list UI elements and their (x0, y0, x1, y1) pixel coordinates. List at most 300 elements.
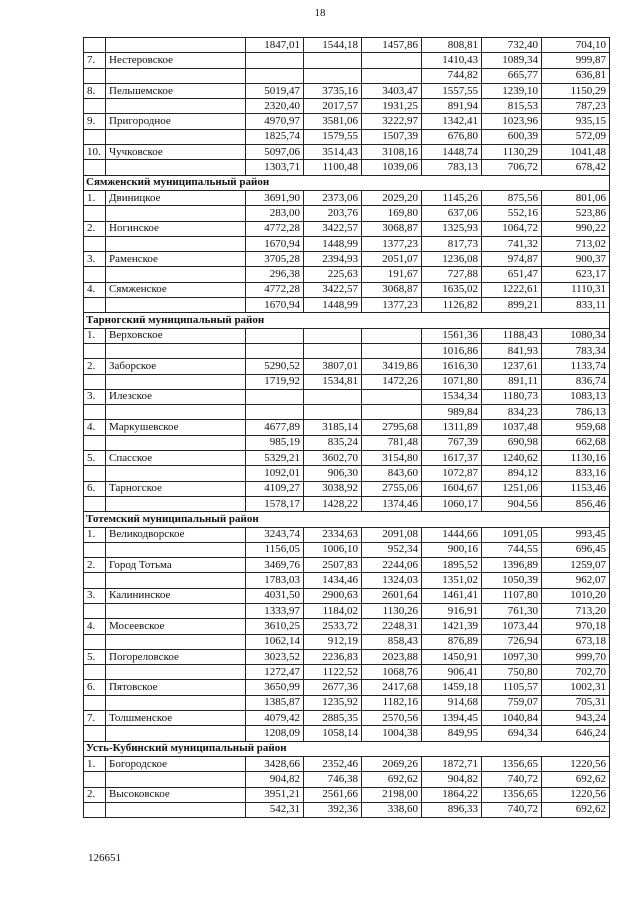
value-cell: 4079,42 (246, 711, 304, 726)
row-number (84, 129, 106, 144)
value-cell: 2017,57 (304, 99, 362, 114)
value-cell: 3154,80 (362, 451, 422, 466)
row-number (84, 496, 106, 511)
table-row (84, 573, 610, 588)
value-cell: 1259,07 (542, 558, 610, 573)
settlement-name (106, 298, 246, 313)
settlement-name: Сямженское (106, 282, 246, 297)
row-number (84, 603, 106, 618)
value-cell: 834,23 (482, 405, 542, 420)
settlement-name (106, 726, 246, 741)
row-number: 6. (84, 481, 106, 496)
value-cell: 673,18 (542, 634, 610, 649)
value-cell: 894,12 (482, 466, 542, 481)
table-row (84, 695, 610, 710)
value-cell: 1107,80 (482, 588, 542, 603)
table-row (84, 53, 610, 68)
value-cell: 808,81 (422, 38, 482, 53)
settlement-name: Калининское (106, 588, 246, 603)
value-cell: 1895,52 (422, 558, 482, 573)
settlement-name (106, 405, 246, 420)
value-cell: 1041,48 (542, 145, 610, 160)
value-cell: 876,89 (422, 634, 482, 649)
district-title: Тарногский муниципальный район (84, 313, 610, 328)
value-cell: 392,36 (304, 802, 362, 817)
value-cell: 2533,72 (304, 619, 362, 634)
settlement-name (106, 695, 246, 710)
value-cell: 999,70 (542, 649, 610, 664)
row-number: 1. (84, 328, 106, 343)
value-cell: 1010,20 (542, 588, 610, 603)
value-cell: 1133,74 (542, 359, 610, 374)
value-cell: 3650,99 (246, 680, 304, 695)
value-cell: 990,22 (542, 221, 610, 236)
row-number: 1. (84, 527, 106, 542)
value-cell: 1461,41 (422, 588, 482, 603)
value-cell: 904,82 (422, 772, 482, 787)
value-cell: 1150,29 (542, 83, 610, 98)
table-row (84, 619, 610, 634)
value-cell: 696,45 (542, 542, 610, 557)
value-cell: 916,91 (422, 603, 482, 618)
value-cell: 1457,86 (362, 38, 422, 53)
table-row (84, 206, 610, 221)
value-cell: 1184,02 (304, 603, 362, 618)
value-cell: 2417,68 (362, 680, 422, 695)
settlement-name: Толшменское (106, 711, 246, 726)
value-cell: 761,30 (482, 603, 542, 618)
value-cell: 906,30 (304, 466, 362, 481)
value-cell: 1635,02 (422, 282, 482, 297)
table-row (84, 114, 610, 129)
value-cell: 1236,08 (422, 252, 482, 267)
value-cell: 1023,96 (482, 114, 542, 129)
settlement-name (106, 38, 246, 53)
value-cell: 833,11 (542, 298, 610, 313)
value-cell: 1864,22 (422, 787, 482, 802)
settlement-name (106, 802, 246, 817)
settlement-name (106, 665, 246, 680)
value-cell: 815,53 (482, 99, 542, 114)
row-number (84, 38, 106, 53)
table-row (84, 435, 610, 450)
row-number: 2. (84, 558, 106, 573)
value-cell: 1324,03 (362, 573, 422, 588)
value-cell: 904,82 (246, 772, 304, 787)
value-cell: 962,07 (542, 573, 610, 588)
settlement-name (106, 542, 246, 557)
value-cell: 1110,31 (542, 282, 610, 297)
value-cell (304, 405, 362, 420)
value-cell: 912,19 (304, 634, 362, 649)
settlement-name: Двиницкое (106, 190, 246, 205)
value-cell: 970,18 (542, 619, 610, 634)
value-cell: 1472,26 (362, 374, 422, 389)
settlement-name: Погореловское (106, 649, 246, 664)
value-cell: 1220,56 (542, 787, 610, 802)
row-number (84, 466, 106, 481)
table-row (84, 726, 610, 741)
row-number (84, 665, 106, 680)
table-row (84, 68, 610, 83)
row-number: 5. (84, 649, 106, 664)
value-cell: 704,10 (542, 38, 610, 53)
table-row (84, 160, 610, 175)
value-cell: 5329,21 (246, 451, 304, 466)
value-cell: 1068,76 (362, 665, 422, 680)
row-number: 5. (84, 451, 106, 466)
value-cell: 1351,02 (422, 573, 482, 588)
table-row (84, 389, 610, 404)
value-cell: 2795,68 (362, 420, 422, 435)
value-cell: 690,98 (482, 435, 542, 450)
value-cell: 2373,06 (304, 190, 362, 205)
settlement-name (106, 772, 246, 787)
value-cell: 702,70 (542, 665, 610, 680)
value-cell: 3469,76 (246, 558, 304, 573)
value-cell: 3422,57 (304, 282, 362, 297)
table-row (84, 99, 610, 114)
value-cell: 4031,50 (246, 588, 304, 603)
settlement-name: Мосеевское (106, 619, 246, 634)
value-cell: 989,84 (422, 405, 482, 420)
table-row (84, 343, 610, 358)
value-cell: 1507,39 (362, 129, 422, 144)
district-title: Тотемский муниципальный район (84, 512, 610, 527)
value-cell: 1450,91 (422, 649, 482, 664)
value-cell: 726,94 (482, 634, 542, 649)
value-cell: 225,63 (304, 267, 362, 282)
value-cell: 3514,43 (304, 145, 362, 160)
value-cell: 849,95 (422, 726, 482, 741)
value-cell: 856,46 (542, 496, 610, 511)
value-cell: 3735,16 (304, 83, 362, 98)
settlement-name: Тарногское (106, 481, 246, 496)
settlement-name: Илезское (106, 389, 246, 404)
value-cell: 552,16 (482, 206, 542, 221)
table-row (84, 680, 610, 695)
value-cell: 906,41 (422, 665, 482, 680)
value-cell: 636,81 (542, 68, 610, 83)
value-cell: 1105,57 (482, 680, 542, 695)
row-number: 2. (84, 221, 106, 236)
table-row (84, 129, 610, 144)
settlement-name: Пятовское (106, 680, 246, 695)
value-cell: 767,39 (422, 435, 482, 450)
value-cell: 623,17 (542, 267, 610, 282)
district-title: Сямженский муниципальный район (84, 175, 610, 190)
value-cell: 841,93 (482, 343, 542, 358)
value-cell: 1872,71 (422, 756, 482, 771)
value-cell: 3068,87 (362, 221, 422, 236)
value-cell: 3419,86 (362, 359, 422, 374)
value-cell: 1122,52 (304, 665, 362, 680)
value-cell: 2394,93 (304, 252, 362, 267)
value-cell: 1719,92 (246, 374, 304, 389)
row-number (84, 298, 106, 313)
value-cell: 5290,52 (246, 359, 304, 374)
settlement-name (106, 236, 246, 251)
value-cell: 2900,63 (304, 588, 362, 603)
value-cell (246, 405, 304, 420)
value-cell: 191,67 (362, 267, 422, 282)
value-cell: 542,31 (246, 802, 304, 817)
row-number: 2. (84, 359, 106, 374)
value-cell: 914,68 (422, 695, 482, 710)
row-number: 1. (84, 190, 106, 205)
value-cell: 2248,31 (362, 619, 422, 634)
value-cell: 783,13 (422, 160, 482, 175)
value-cell: 1670,94 (246, 236, 304, 251)
value-cell: 999,87 (542, 53, 610, 68)
value-cell (246, 389, 304, 404)
value-cell: 1783,03 (246, 573, 304, 588)
value-cell: 1303,71 (246, 160, 304, 175)
value-cell: 783,34 (542, 343, 610, 358)
settlement-name (106, 374, 246, 389)
row-number: 3. (84, 252, 106, 267)
table-row (84, 190, 610, 205)
table-row (84, 496, 610, 511)
value-cell: 1073,44 (482, 619, 542, 634)
value-cell: 665,77 (482, 68, 542, 83)
value-cell: 3023,52 (246, 649, 304, 664)
value-cell: 1333,97 (246, 603, 304, 618)
value-cell: 1126,82 (422, 298, 482, 313)
settlement-name (106, 129, 246, 144)
value-cell: 843,60 (362, 466, 422, 481)
value-cell (246, 328, 304, 343)
row-number: 7. (84, 711, 106, 726)
value-cell (304, 328, 362, 343)
settlement-name: Нестеровское (106, 53, 246, 68)
value-cell: 836,74 (542, 374, 610, 389)
value-cell: 1428,22 (304, 496, 362, 511)
table-row (84, 802, 610, 817)
table-row (84, 359, 610, 374)
row-number: 6. (84, 680, 106, 695)
row-number (84, 206, 106, 221)
row-number: 4. (84, 420, 106, 435)
value-cell: 1931,25 (362, 99, 422, 114)
value-cell: 1534,81 (304, 374, 362, 389)
value-cell: 1534,34 (422, 389, 482, 404)
settlement-name (106, 603, 246, 618)
value-cell: 1092,01 (246, 466, 304, 481)
table-row (84, 298, 610, 313)
value-cell: 1356,65 (482, 787, 542, 802)
value-cell: 2334,63 (304, 527, 362, 542)
value-cell: 727,88 (422, 267, 482, 282)
value-cell: 338,60 (362, 802, 422, 817)
value-cell: 1377,23 (362, 298, 422, 313)
row-number (84, 343, 106, 358)
table-row (84, 542, 610, 557)
value-cell: 676,80 (422, 129, 482, 144)
value-cell: 1153,46 (542, 481, 610, 496)
value-cell: 2198,00 (362, 787, 422, 802)
table-row (84, 558, 610, 573)
value-cell: 3610,25 (246, 619, 304, 634)
value-cell: 1544,18 (304, 38, 362, 53)
settlement-name: Раменское (106, 252, 246, 267)
value-cell: 1004,38 (362, 726, 422, 741)
settlement-name: Пригородное (106, 114, 246, 129)
value-cell: 1557,55 (422, 83, 482, 98)
value-cell: 5097,06 (246, 145, 304, 160)
value-cell: 637,06 (422, 206, 482, 221)
value-cell: 169,80 (362, 206, 422, 221)
value-cell: 2570,56 (362, 711, 422, 726)
value-cell: 896,33 (422, 802, 482, 817)
value-cell: 1016,86 (422, 343, 482, 358)
value-cell: 2755,06 (362, 481, 422, 496)
value-cell: 3705,28 (246, 252, 304, 267)
table-row (84, 236, 610, 251)
value-cell: 786,13 (542, 405, 610, 420)
settlement-name (106, 573, 246, 588)
table-row (84, 588, 610, 603)
value-cell: 746,38 (304, 772, 362, 787)
settlement-name (106, 435, 246, 450)
value-cell: 835,24 (304, 435, 362, 450)
value-cell (304, 53, 362, 68)
value-cell: 2029,20 (362, 190, 422, 205)
row-number (84, 726, 106, 741)
settlement-name (106, 634, 246, 649)
value-cell: 2069,26 (362, 756, 422, 771)
value-cell: 935,15 (542, 114, 610, 129)
value-cell: 692,62 (542, 802, 610, 817)
value-cell: 3428,66 (246, 756, 304, 771)
value-cell: 694,34 (482, 726, 542, 741)
value-cell: 2601,64 (362, 588, 422, 603)
table-row (84, 38, 610, 53)
table-row (84, 787, 610, 802)
row-number (84, 236, 106, 251)
value-cell: 523,86 (542, 206, 610, 221)
value-cell: 732,40 (482, 38, 542, 53)
value-cell: 1006,10 (304, 542, 362, 557)
value-cell: 1060,17 (422, 496, 482, 511)
value-cell: 1130,16 (542, 451, 610, 466)
settlement-name: Богородское (106, 756, 246, 771)
value-cell: 646,24 (542, 726, 610, 741)
table-row (84, 649, 610, 664)
section-header-row (84, 313, 610, 328)
value-cell: 3807,01 (304, 359, 362, 374)
value-cell: 1396,89 (482, 558, 542, 573)
value-cell: 1847,01 (246, 38, 304, 53)
value-cell: 1080,34 (542, 328, 610, 343)
value-cell: 1058,14 (304, 726, 362, 741)
settlement-name (106, 99, 246, 114)
value-cell: 706,72 (482, 160, 542, 175)
row-number: 4. (84, 282, 106, 297)
value-cell: 1448,74 (422, 145, 482, 160)
value-cell (362, 53, 422, 68)
table-row (84, 665, 610, 680)
value-cell: 1083,13 (542, 389, 610, 404)
value-cell: 3185,14 (304, 420, 362, 435)
value-cell: 740,72 (482, 802, 542, 817)
value-cell: 1342,41 (422, 114, 482, 129)
value-cell: 875,56 (482, 190, 542, 205)
table-row (84, 405, 610, 420)
value-cell: 3581,06 (304, 114, 362, 129)
value-cell: 1356,65 (482, 756, 542, 771)
value-cell: 900,16 (422, 542, 482, 557)
value-cell: 4772,28 (246, 282, 304, 297)
value-cell: 787,23 (542, 99, 610, 114)
table-row (84, 221, 610, 236)
row-number (84, 634, 106, 649)
value-cell: 952,34 (362, 542, 422, 557)
value-cell: 1071,80 (422, 374, 482, 389)
value-cell: 1037,48 (482, 420, 542, 435)
row-number (84, 772, 106, 787)
value-cell: 1208,09 (246, 726, 304, 741)
value-cell: 3403,47 (362, 83, 422, 98)
table-row (84, 252, 610, 267)
table-row (84, 603, 610, 618)
value-cell: 1240,62 (482, 451, 542, 466)
value-cell: 1002,31 (542, 680, 610, 695)
table-row (84, 772, 610, 787)
value-cell (362, 328, 422, 343)
district-title: Усть-Кубинский муниципальный район (84, 741, 610, 756)
value-cell: 692,62 (362, 772, 422, 787)
value-cell: 1091,05 (482, 527, 542, 542)
value-cell (362, 68, 422, 83)
row-number: 10. (84, 145, 106, 160)
value-cell: 974,87 (482, 252, 542, 267)
row-number (84, 573, 106, 588)
value-cell: 4677,89 (246, 420, 304, 435)
row-number (84, 160, 106, 175)
value-cell (362, 389, 422, 404)
value-cell: 1311,89 (422, 420, 482, 435)
value-cell: 2507,83 (304, 558, 362, 573)
footer-code: 126651 (88, 852, 121, 864)
value-cell (362, 343, 422, 358)
settlement-name: Верховское (106, 328, 246, 343)
row-number: 9. (84, 114, 106, 129)
value-cell: 3602,70 (304, 451, 362, 466)
settlement-name: Заборское (106, 359, 246, 374)
value-cell: 817,73 (422, 236, 482, 251)
value-cell: 833,16 (542, 466, 610, 481)
value-cell: 3422,57 (304, 221, 362, 236)
value-cell: 904,56 (482, 496, 542, 511)
value-cell: 1100,48 (304, 160, 362, 175)
section-header-row (84, 512, 610, 527)
value-cell: 2677,36 (304, 680, 362, 695)
value-cell: 993,45 (542, 527, 610, 542)
settlement-name (106, 68, 246, 83)
value-cell: 1421,39 (422, 619, 482, 634)
value-cell: 1448,99 (304, 298, 362, 313)
settlement-name: Чучковское (106, 145, 246, 160)
value-cell: 1394,45 (422, 711, 482, 726)
row-number: 7. (84, 53, 106, 68)
value-cell: 1156,05 (246, 542, 304, 557)
value-cell: 572,09 (542, 129, 610, 144)
value-cell: 801,06 (542, 190, 610, 205)
settlement-name (106, 160, 246, 175)
settlement-name: Ногинское (106, 221, 246, 236)
table-row (84, 420, 610, 435)
